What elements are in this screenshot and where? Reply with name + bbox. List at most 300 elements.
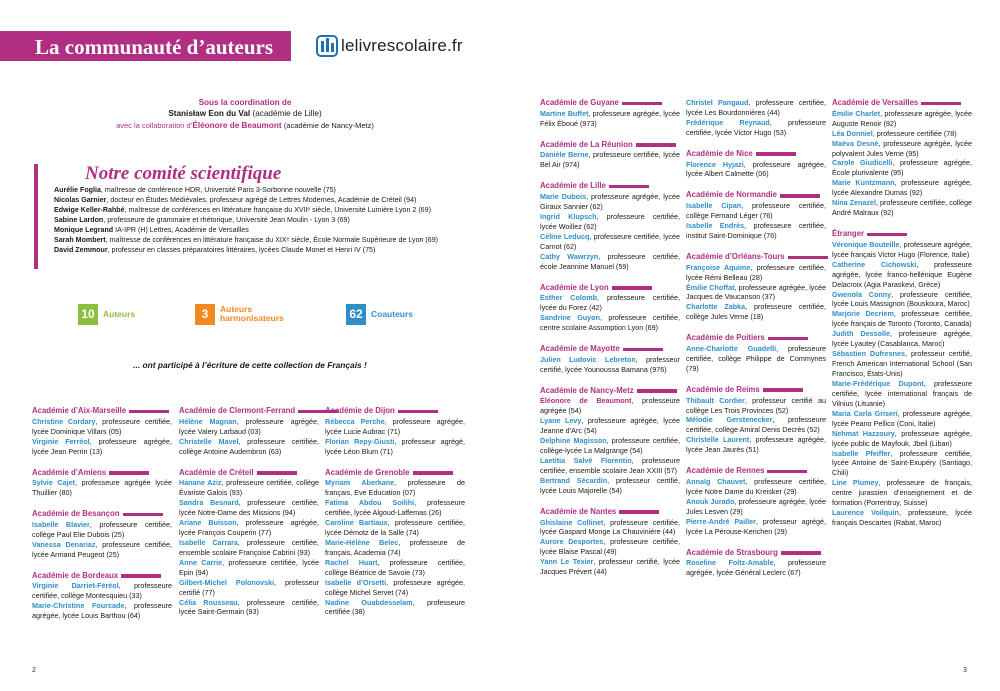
contributor bbox=[686, 415, 826, 435]
contributor-desc: , professeure agrégée, lycée polyvalent Jules Verne (95) bbox=[832, 138, 972, 158]
academie-block bbox=[540, 181, 680, 271]
academie-heading bbox=[179, 406, 319, 417]
contributor-desc: , professeure agrégée, lycée Valery Larbaud (03) bbox=[179, 416, 319, 436]
academie-name: Académie de Poitiers bbox=[686, 333, 765, 343]
academie-heading-bar bbox=[763, 388, 803, 392]
contributor-name: Marie Kuntzmann bbox=[832, 178, 895, 188]
contributor bbox=[686, 283, 826, 303]
contributor-name: Émilie Charlet bbox=[832, 108, 881, 118]
contributor-name: Florian Repy-Giusti bbox=[325, 436, 395, 446]
contributor bbox=[179, 437, 319, 457]
contributor bbox=[32, 417, 172, 437]
contributor bbox=[832, 329, 972, 349]
academie-heading-bar bbox=[867, 233, 907, 237]
academie-column-1 bbox=[32, 406, 172, 632]
contributor-name: Thibault Cordier bbox=[686, 395, 745, 405]
contributor-name: Roseline Foltz-Amable bbox=[686, 558, 774, 568]
contributor-desc: , professeure agrégée lycée Thuillier (80) bbox=[32, 478, 172, 498]
contributor bbox=[686, 517, 826, 537]
contributor-name: Virginie Ferréol bbox=[32, 436, 90, 446]
stat-label: Coauteurs bbox=[371, 308, 414, 319]
contributor-desc: , professeure certifiée, collège Montesquieu (33) bbox=[32, 581, 172, 601]
academie-heading-bar bbox=[623, 348, 663, 352]
contributor bbox=[832, 449, 972, 479]
contributor-desc: , professeure certifiée, collège Paul Elie Dubois (25) bbox=[32, 519, 172, 539]
contributor-name: Isabelle Endrès bbox=[686, 221, 745, 230]
comite-member-name: Edwige Keller-Rahbé bbox=[54, 205, 125, 214]
collaborator-suffix: (académie de Nancy-Metz) bbox=[283, 120, 374, 130]
contributor-desc: , professeure certifiée, lycée Rémi Belleau (28) bbox=[686, 262, 826, 282]
contributor-desc: , professeure certifiée, lycée Blaise Pascal (49) bbox=[540, 537, 680, 557]
contributor-desc: , professeur agrégé, lycée Léon Blum (71) bbox=[325, 436, 465, 456]
academie-name: Académie de Besançon bbox=[32, 509, 120, 519]
contributor-name: Émilie Choffat bbox=[686, 282, 735, 292]
contributor-name: Marie-Christine Fourcade bbox=[32, 601, 125, 611]
academie-column-2 bbox=[179, 406, 319, 628]
academie-heading bbox=[686, 466, 826, 477]
academie-heading bbox=[540, 386, 680, 397]
academie-heading bbox=[325, 406, 465, 417]
contributor-desc: , professeure certifiée, collège Philippe de Commynes (79) bbox=[686, 344, 826, 373]
academie-heading-bar bbox=[612, 286, 652, 290]
comite-member bbox=[54, 196, 484, 206]
contributor-desc: , professeure certifiée, collège Fernand Léger (76) bbox=[686, 201, 826, 221]
academie-heading bbox=[540, 283, 680, 294]
contributor-desc: , professeure agrégée (54) bbox=[540, 396, 681, 416]
academie-name: Académie de Versailles bbox=[832, 98, 919, 107]
contributor-desc: , professeure de français, centre jurassien d’enseignement et de formation (Porrentruy, Suisse) bbox=[832, 478, 972, 508]
academie-heading-bar bbox=[768, 337, 808, 341]
contributor bbox=[179, 538, 319, 558]
contributor-name: Florence Hyjazi bbox=[686, 159, 744, 169]
contributor bbox=[325, 437, 465, 457]
contributor-desc: , professeure agrégée, lycée Alexandre Dumas (92) bbox=[832, 178, 972, 198]
academie-block bbox=[540, 344, 680, 375]
contributor-desc: , professeur certifié, French American International School (San Francisco, États-Unis) bbox=[832, 349, 972, 378]
academie-heading bbox=[686, 385, 826, 396]
academie-heading bbox=[540, 98, 680, 109]
contributor-name: Ingrid Klupsch bbox=[540, 211, 597, 221]
contributor-name: Nina Zenazel bbox=[832, 198, 876, 208]
academie-name: Académie de Nancy-Metz bbox=[540, 385, 634, 395]
contributor-name: Éléonore de Beaumont bbox=[540, 396, 632, 406]
contributor bbox=[832, 409, 972, 429]
contributor bbox=[540, 232, 680, 252]
contributor bbox=[540, 293, 680, 313]
contributor-name: Sandrine Guyon bbox=[540, 313, 600, 323]
comite-member-name: Sabine Lardon bbox=[54, 215, 104, 224]
academie-name: Académie d’Aix-Marseille bbox=[32, 406, 127, 415]
contributor-desc: , professeure certifiée, lycée Woillez (62) bbox=[540, 211, 680, 231]
academie-column-3 bbox=[325, 406, 465, 628]
contributor-desc: , professeure certifiée, lycée Saint-Germain (93) bbox=[179, 597, 319, 617]
contributor-desc: , professeure certifiée, collège André Malraux (92) bbox=[832, 198, 972, 218]
contributor bbox=[832, 379, 972, 409]
contributor-name: Delphine Magisson bbox=[540, 436, 607, 446]
academie-heading bbox=[179, 468, 319, 479]
academie-block bbox=[540, 283, 680, 334]
academie-block bbox=[686, 333, 826, 374]
academie-column-4 bbox=[540, 98, 680, 588]
academie-name: Académie de Bordeaux bbox=[32, 570, 119, 580]
academie-heading-bar bbox=[257, 471, 297, 475]
comite-list bbox=[54, 186, 484, 255]
contributor-desc: , professeur certifié, lycée Jacques Prévert (44) bbox=[540, 557, 680, 577]
page-number-left: 2 bbox=[32, 667, 36, 674]
contributor bbox=[179, 478, 319, 498]
contributor bbox=[832, 178, 972, 198]
academie-heading bbox=[540, 140, 680, 151]
contributor bbox=[832, 109, 972, 129]
academie-block bbox=[540, 386, 680, 496]
contributor bbox=[32, 478, 172, 498]
page-number-right: 3 bbox=[963, 667, 967, 674]
contributor-name: Sandra Besnard bbox=[179, 498, 239, 508]
academie-heading bbox=[540, 344, 680, 355]
contributor bbox=[540, 252, 680, 272]
contributor-desc: , professeure certifiée, centre scolaire Assomption Lyon (69) bbox=[540, 313, 680, 333]
contributor-desc: , professeure certifiée, lycée Louis Massignon (Bouskoura, Maroc) bbox=[832, 289, 972, 309]
contributor-name: Hélène Magnan bbox=[179, 416, 237, 426]
contributor bbox=[832, 429, 972, 449]
academie-heading bbox=[32, 571, 172, 582]
contributor-name: Christelle Laurent bbox=[686, 435, 750, 445]
academie-column-5 bbox=[686, 98, 826, 589]
contributor-desc: , professeure agrégée, lycée Auguste Renoir (92) bbox=[832, 108, 972, 128]
academie-heading bbox=[32, 468, 172, 479]
contributor-desc: , professeure certifiée, collège Jules Verne (18) bbox=[686, 302, 826, 322]
academie-heading-bar bbox=[756, 152, 796, 156]
contributor-name: Françoise Aquime bbox=[686, 262, 751, 272]
contributor bbox=[686, 302, 826, 322]
contributor-name: Cathy Wawrzyn bbox=[540, 251, 599, 261]
contributor-desc: , professeure certifiée, lycée Victor Hugo (53) bbox=[686, 117, 827, 137]
contributor bbox=[686, 221, 826, 241]
contributor bbox=[832, 129, 972, 139]
contributor-name: Caroline Bartiaux bbox=[325, 518, 388, 527]
academie-block bbox=[686, 190, 826, 241]
academie-block bbox=[686, 252, 826, 322]
comite-member-name: Sarah Mombert bbox=[54, 235, 106, 244]
contributor-name: Marie-Hélène Belec bbox=[325, 537, 399, 547]
contributor bbox=[540, 109, 680, 129]
contributor bbox=[832, 290, 972, 310]
academie-heading-bar bbox=[109, 471, 149, 475]
contributor-desc: , professeure certifiée, institut Saint-Dominique (76) bbox=[686, 221, 826, 240]
contributor-desc: , professeure agrégée, lycée Lyautey (Casablanca, Maroc) bbox=[832, 329, 973, 349]
contributor bbox=[179, 578, 319, 598]
contributor-desc: , professeure certifiée, lycée Carnot (62) bbox=[540, 231, 680, 251]
stat-number: 10 bbox=[78, 304, 98, 325]
academie-heading bbox=[686, 548, 826, 559]
contributor-name: Rachel Huart bbox=[325, 557, 378, 567]
academie-heading-bar bbox=[767, 470, 807, 474]
contributor-name: Nadine Ouabdesselam bbox=[325, 597, 413, 607]
contributor-desc: , professeure certifiée, lycée Bel Air (974) bbox=[540, 150, 680, 170]
academie-heading bbox=[686, 333, 826, 344]
contributor bbox=[325, 558, 465, 578]
contributor bbox=[686, 263, 826, 283]
academie-heading bbox=[540, 507, 680, 518]
academie-heading-bar bbox=[781, 551, 821, 555]
contributor-desc: , professeure de français, Eve Education (07) bbox=[325, 478, 465, 498]
contributor-name: Bertrand Sécardin bbox=[540, 475, 608, 485]
contributor-name: Christine Cordary bbox=[32, 416, 96, 426]
contributor-name: Anne-Charlotte Guadelli bbox=[686, 344, 777, 353]
contributor-name: Célia Rousseau bbox=[179, 597, 238, 607]
academie-heading-bar bbox=[637, 389, 677, 393]
contributor bbox=[32, 540, 172, 560]
contributor bbox=[540, 150, 680, 170]
contributor-desc: , professeure certifiée (38) bbox=[325, 597, 466, 617]
academie-heading bbox=[325, 468, 465, 479]
contributor-name: Marie Dubois bbox=[540, 192, 587, 201]
contributor bbox=[686, 497, 826, 517]
contributor-name: Danièle Berne bbox=[540, 150, 589, 160]
contributor bbox=[179, 417, 319, 437]
contributor bbox=[325, 578, 465, 598]
academie-block bbox=[540, 140, 680, 171]
contributor-name: Véronique Bouteille bbox=[832, 239, 900, 249]
contributor bbox=[686, 160, 826, 180]
contributor-name: Martine Buffet bbox=[540, 108, 589, 118]
contributor-name: Isabelle Cipan bbox=[686, 201, 742, 211]
contributor bbox=[540, 192, 680, 212]
contributor-desc: , professeure certifiée, lycée Gaspard Monge La Chauvinière (44) bbox=[540, 517, 680, 537]
contributor-desc: , professeure, lycée français Descartes (Rabat, Maroc) bbox=[832, 508, 972, 528]
academie-heading bbox=[540, 181, 680, 192]
contributor-name: Marie-Frédérique Dupont bbox=[832, 378, 924, 388]
contributor-desc: , professeure certifiée, lycée français de Toronto (Toronto, Canada) bbox=[832, 309, 972, 329]
contributor-name: Isabelle Carrara bbox=[179, 537, 238, 547]
contributor-desc: , professeure certifiée, lycée Notre-Dame des Missions (94) bbox=[179, 498, 319, 518]
contributor bbox=[540, 436, 680, 456]
contributor bbox=[325, 598, 465, 618]
contributor-name: Esther Colomb bbox=[540, 293, 598, 303]
coordinator-name: Stanisław Eon du Val bbox=[168, 109, 251, 119]
contributor-name: Vanessa Denariaz bbox=[32, 539, 96, 549]
academie-name: Académie d’Orléans-Tours bbox=[686, 251, 785, 261]
academie-heading-bar bbox=[398, 410, 438, 414]
contributor-desc: , professeure agrégée, lycée Jacques de Vaucanson (37) bbox=[686, 282, 826, 302]
contributor-desc: , professeure agrégée, lycée Jean Perrin (13) bbox=[32, 436, 172, 456]
contributor-desc: , professeure de français, Academia (74) bbox=[325, 537, 465, 557]
contributor-desc: , professeure certifiée (78) bbox=[872, 128, 957, 138]
contributor-name: Isabelle d’Orsetti bbox=[325, 577, 387, 587]
contributor-desc: , professeure certifiée, collège Évariste Galois (93) bbox=[179, 478, 319, 498]
stat-number: 3 bbox=[195, 304, 215, 325]
contributor-name: Fatima Abdou Soilihi bbox=[325, 498, 415, 508]
coordinator-suffix: (académie de Lille) bbox=[252, 109, 322, 119]
contributor-desc: , professeure agrégée, lycée Jean Jaurès (51) bbox=[686, 435, 826, 455]
contributor bbox=[540, 355, 680, 375]
comite-accent-bar bbox=[34, 164, 38, 269]
contributor-desc: , professeure agrégée, École plurivalente (95) bbox=[832, 158, 972, 178]
contributor bbox=[179, 498, 319, 518]
academie-block bbox=[686, 385, 826, 455]
academie-heading bbox=[686, 190, 826, 201]
contributor-desc: , professeure certifiée, lycée Notre Dame du Kreisker (29) bbox=[686, 476, 826, 496]
contributor-desc: , professeure certifiée, ensemble scolaire Jean XXIII (57) bbox=[540, 456, 680, 475]
contributor-name: Virginie Darriet-Féréol bbox=[32, 581, 119, 591]
academie-heading bbox=[32, 509, 172, 520]
academie-heading-bar bbox=[788, 256, 828, 260]
contributor-desc: , professeure agrégée, lycée Jules Lesven (29) bbox=[686, 496, 826, 516]
academie-block bbox=[832, 98, 972, 218]
academie-heading-bar bbox=[619, 510, 659, 514]
academie-heading-bar bbox=[609, 185, 649, 189]
academie-name: Étranger bbox=[832, 229, 865, 239]
contributor-desc: , professeure agrégée, lycée Jeanne d’Arc (54) bbox=[540, 416, 680, 436]
academie-name: Académie de Lille bbox=[540, 181, 606, 191]
academie-name: Académie de Nantes bbox=[540, 506, 617, 516]
contributor bbox=[32, 437, 172, 457]
contributor bbox=[540, 313, 680, 333]
academie-block bbox=[832, 229, 972, 528]
contributor-name: Catherine Cichowski bbox=[832, 259, 917, 269]
contributor-name: Christelle Mavel bbox=[179, 436, 239, 446]
academie-block bbox=[179, 406, 319, 457]
contributor-desc: , professeur certifié au collège Les Trois Provinces (52) bbox=[686, 395, 826, 415]
contributor-name: Isabelle Pfeiffer bbox=[832, 448, 891, 458]
contributor-name: Aurore Desportes bbox=[540, 537, 604, 547]
contributor-desc: , professeure certifiée, collège-lycée La Malgrange (54) bbox=[540, 436, 680, 456]
comite-title: Notre comité scientifique bbox=[85, 163, 282, 184]
contributor-desc: , professeure agrégée, lycée François Couperin (77) bbox=[179, 518, 319, 537]
contributor-name: Maria Carla Griseri bbox=[832, 408, 898, 418]
contributor bbox=[325, 498, 465, 518]
academie-heading-bar bbox=[921, 102, 961, 106]
comite-member bbox=[54, 186, 484, 196]
contributor-name: Christel Pangaud bbox=[686, 98, 749, 107]
academie-block bbox=[540, 98, 680, 129]
contributor-name: Nehmat Hazzoury bbox=[832, 428, 895, 438]
page-title: La communauté d’auteurs bbox=[35, 35, 274, 59]
comite-member-desc: , maîtresse de conférence HDR, Université Paris 3-Sorbonne nouvelle (75) bbox=[100, 186, 336, 194]
contributor-desc: , professeure agrégée, lycée Peano Pellico (Coni, Italie) bbox=[832, 408, 972, 428]
academie-heading bbox=[832, 98, 972, 109]
contributor-name: Pierre-André Pailler bbox=[686, 516, 756, 526]
academie-name: Académie de Reims bbox=[686, 384, 760, 394]
contributor-desc: , professeur certifié, lycée Younoussa Bamana (976) bbox=[540, 354, 680, 374]
contributor-desc: , professeure certifiée, collège Antoine Audembron (63) bbox=[179, 436, 319, 456]
academie-block bbox=[540, 507, 680, 577]
contributor-desc: , professeur certifié, lycée Louis Majorelle (54) bbox=[540, 475, 680, 495]
contributor-name: Laetitia Salvé Florentin bbox=[540, 456, 632, 465]
contributor bbox=[540, 518, 680, 538]
academie-column-6 bbox=[832, 98, 972, 539]
contributor-desc: , professeure agrégée, lycée Lucie Aubrac (71) bbox=[325, 416, 465, 436]
contributor bbox=[686, 396, 826, 416]
contributor-name: Mélodie Gerstenecker bbox=[686, 415, 773, 425]
contributor-desc: , professeure agrégée, lycée Albert Calmette (06) bbox=[686, 159, 826, 179]
coordination-block bbox=[80, 97, 410, 131]
academie-block bbox=[32, 406, 172, 457]
contributor-name: Isabelle Blavier bbox=[32, 519, 90, 529]
comite-member-name: David Zemmour bbox=[54, 245, 108, 254]
comite-member-name: Aurélie Foglia bbox=[54, 186, 101, 194]
contributor bbox=[686, 98, 826, 118]
academie-name: Académie de Grenoble bbox=[325, 467, 410, 477]
contributor-name: Sébastien Dufresnes bbox=[832, 349, 906, 359]
contributor-name: Julien Ludovic Lebreton bbox=[540, 354, 636, 364]
academie-block bbox=[686, 98, 826, 138]
contributor-desc: , professeure certifiée, lycée Les Bourdonnières (44) bbox=[686, 98, 826, 117]
contributor bbox=[325, 478, 465, 498]
contributor bbox=[540, 396, 680, 416]
stat-label: Auteurs harmonisateurs bbox=[220, 304, 284, 324]
contributor-desc: , professeur agrégé, lycée La Pérouse-Kerichen (29) bbox=[686, 516, 826, 536]
academie-name: Académie de Dijon bbox=[325, 406, 395, 415]
academie-name: Académie de Clermont-Ferrand bbox=[179, 406, 296, 415]
academie-block bbox=[179, 468, 319, 618]
academie-heading-bar bbox=[622, 102, 662, 106]
contributor-desc: , professeure agrégée, lycée public de Mayfouk, Jbeil (Liban) bbox=[832, 428, 972, 448]
academie-heading-bar bbox=[780, 194, 820, 198]
contributor bbox=[325, 518, 465, 538]
contributor-name: Carole Giudicelli bbox=[832, 158, 893, 168]
contributor bbox=[32, 520, 172, 540]
contributor bbox=[32, 601, 172, 621]
stat-number: 62 bbox=[346, 304, 366, 325]
stat-harmonisateurs bbox=[195, 304, 292, 325]
contributor-desc: , professeur certifié (77) bbox=[179, 577, 319, 597]
contributor-name: Céline Leducq bbox=[540, 231, 590, 241]
contributor bbox=[832, 309, 972, 329]
logo-text: lelivrescolaire.fr bbox=[341, 36, 463, 55]
contributor-desc: , professeure certifiée, lycée Dominique Villars (05) bbox=[32, 416, 172, 436]
comite-member-name: Nicolas Garnier bbox=[54, 195, 107, 204]
contributor-desc: , professeure certifiée, lycée international français de Vilnius (Lituanie) bbox=[832, 378, 972, 408]
contributor-name: Judith Dessolle bbox=[832, 329, 890, 339]
academie-heading bbox=[686, 252, 826, 263]
contributor bbox=[832, 478, 972, 508]
contributor bbox=[540, 557, 680, 577]
brand-logo bbox=[316, 34, 463, 57]
comite-member-desc: , docteur en Études Médiévales, professeur agrégé de Lettres Modernes, Académie de Créteil (94) bbox=[106, 195, 417, 204]
stat-label: Auteurs bbox=[103, 308, 136, 319]
contributor bbox=[832, 158, 972, 178]
comite-member bbox=[54, 206, 484, 216]
contributor-name: Marjorie Decriem bbox=[832, 309, 894, 319]
academie-block bbox=[32, 509, 172, 560]
academie-block bbox=[686, 149, 826, 180]
contributor bbox=[686, 558, 826, 578]
academie-heading-bar bbox=[413, 471, 453, 475]
comite-member-desc: , maîtresse de conférences en littérature française du XIXᵉ siècle, École Normale Supérieure de Lyon (69) bbox=[105, 235, 439, 244]
contributor-desc: , professeure agrégée, collège Michel Servet (74) bbox=[325, 577, 465, 597]
contributor-desc: , professeure certifiée, lycée Algoud-Laffemas (26) bbox=[325, 498, 465, 518]
academie-block bbox=[32, 571, 172, 622]
contributor-desc: , professeure certifiée, lycée Epin (94) bbox=[179, 557, 319, 577]
contributor-desc: , professeure agrégée, lycée franco-hellénique Eugène Delacroix (Agia Paraskevi, Grèce) bbox=[832, 259, 972, 289]
stat-coauteurs bbox=[346, 304, 413, 325]
academie-name: Académie de La Réunion bbox=[540, 139, 633, 149]
contributor-name: Gwenola Conny bbox=[832, 289, 892, 299]
contributor-desc: , professeure certifiée, lycée Démotz de la Salle (74) bbox=[325, 518, 465, 537]
contributor bbox=[686, 201, 826, 221]
contributor-name: Hanane Aziz bbox=[179, 478, 222, 488]
participation-heading: ... ont participé à l’écriture de cette collection de Français ! bbox=[133, 360, 367, 370]
academie-heading-bar bbox=[121, 574, 161, 578]
comite-member-name: Monique Legrand bbox=[54, 225, 114, 234]
contributor bbox=[179, 518, 319, 538]
academie-heading-bar bbox=[636, 143, 676, 147]
academie-block bbox=[32, 468, 172, 499]
contributor-name: Lyane Levy bbox=[540, 416, 582, 426]
collab-prefix: avec la collaboration d’ bbox=[116, 120, 193, 130]
contributor bbox=[32, 581, 172, 601]
